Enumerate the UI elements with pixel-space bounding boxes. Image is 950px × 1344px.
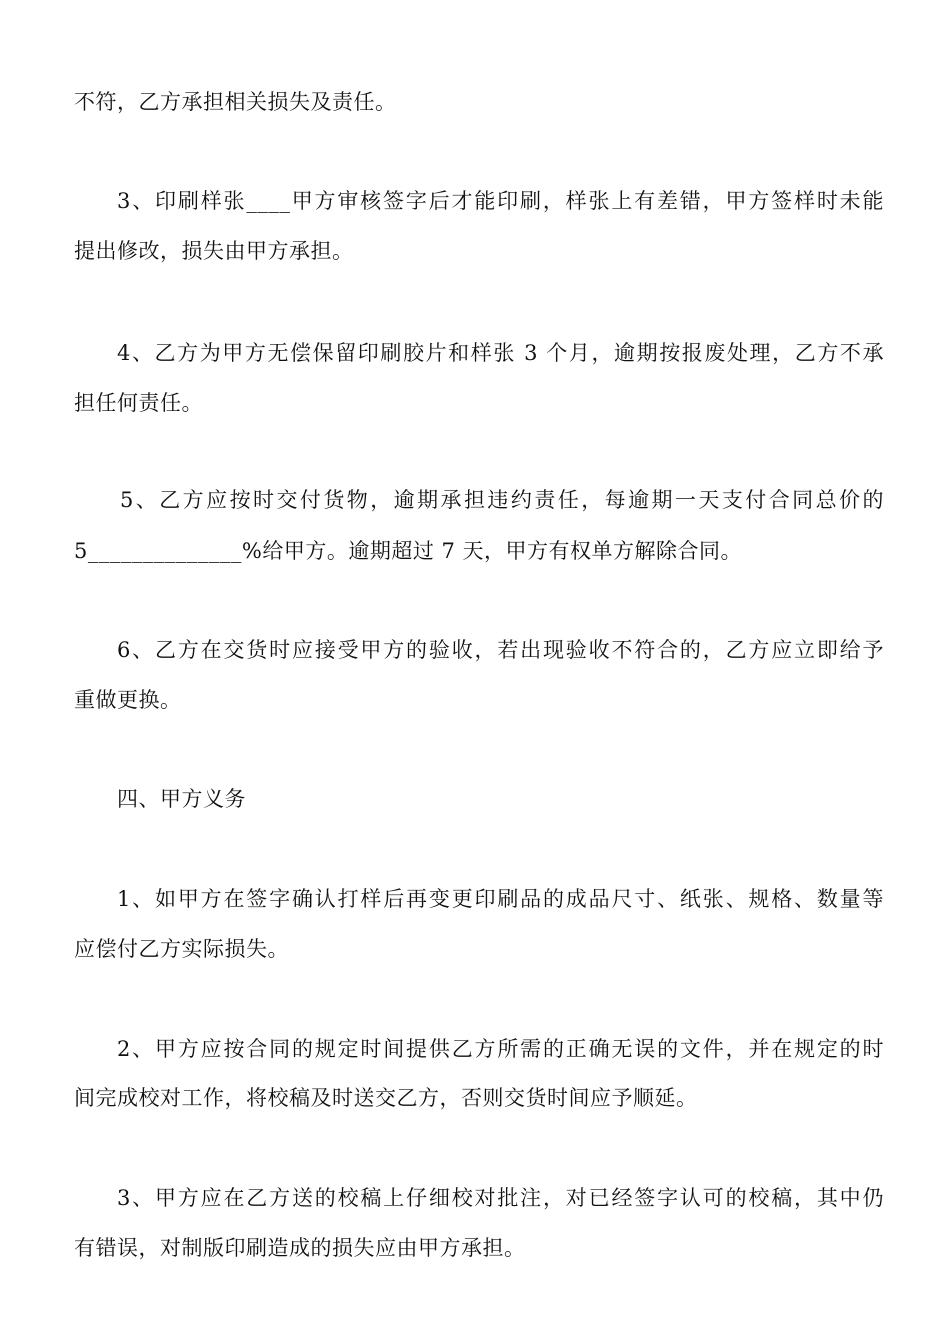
paragraph-line: 提出修改，损失由甲方承担。 bbox=[74, 239, 354, 263]
paragraph-line: 5、乙方应按时交付货物，逾期承担违约责任，每逾期一天支付合同总价的 bbox=[120, 488, 884, 512]
paragraph-line: 担任何责任。 bbox=[74, 391, 203, 415]
paragraph-line: 5______________%给甲方。逾期超过 7 天，甲方有权单方解除合同。 bbox=[74, 539, 743, 563]
paragraph-line: 3、印刷样张____甲方审核签字后才能印刷，样张上有差错，甲方签样时未能 bbox=[117, 189, 884, 213]
paragraph-line: 3、甲方应在乙方送的校稿上仔细校对批注，对已经签字认可的校稿，其中仍 bbox=[117, 1186, 884, 1210]
paragraph-line: 不符，乙方承担相关损失及责任。 bbox=[74, 90, 397, 114]
paragraph-line: 间完成校对工作，将校稿及时送交乙方，否则交货时间应予顺延。 bbox=[74, 1086, 698, 1110]
paragraph-line: 2、甲方应按合同的规定时间提供乙方所需的正确无误的文件，并在规定的时 bbox=[117, 1037, 884, 1061]
paragraph-line: 重做更换。 bbox=[74, 688, 182, 712]
paragraph-line: 4、乙方为甲方无偿保留印刷胶片和样张 3 个月，逾期按报废处理，乙方不承 bbox=[117, 341, 884, 365]
paragraph-line: 1、如甲方在签字确认打样后再变更印刷品的成品尺寸、纸张、规格、数量等 bbox=[117, 887, 884, 911]
section-heading: 四、甲方义务 bbox=[117, 787, 246, 811]
paragraph-line: 6、乙方在交货时应接受甲方的验收，若出现验收不符合的，乙方应立即给予 bbox=[117, 638, 884, 662]
paragraph-line: 有错误，对制版印刷造成的损失应由甲方承担。 bbox=[74, 1236, 526, 1260]
paragraph-line: 应偿付乙方实际损失。 bbox=[74, 937, 289, 961]
